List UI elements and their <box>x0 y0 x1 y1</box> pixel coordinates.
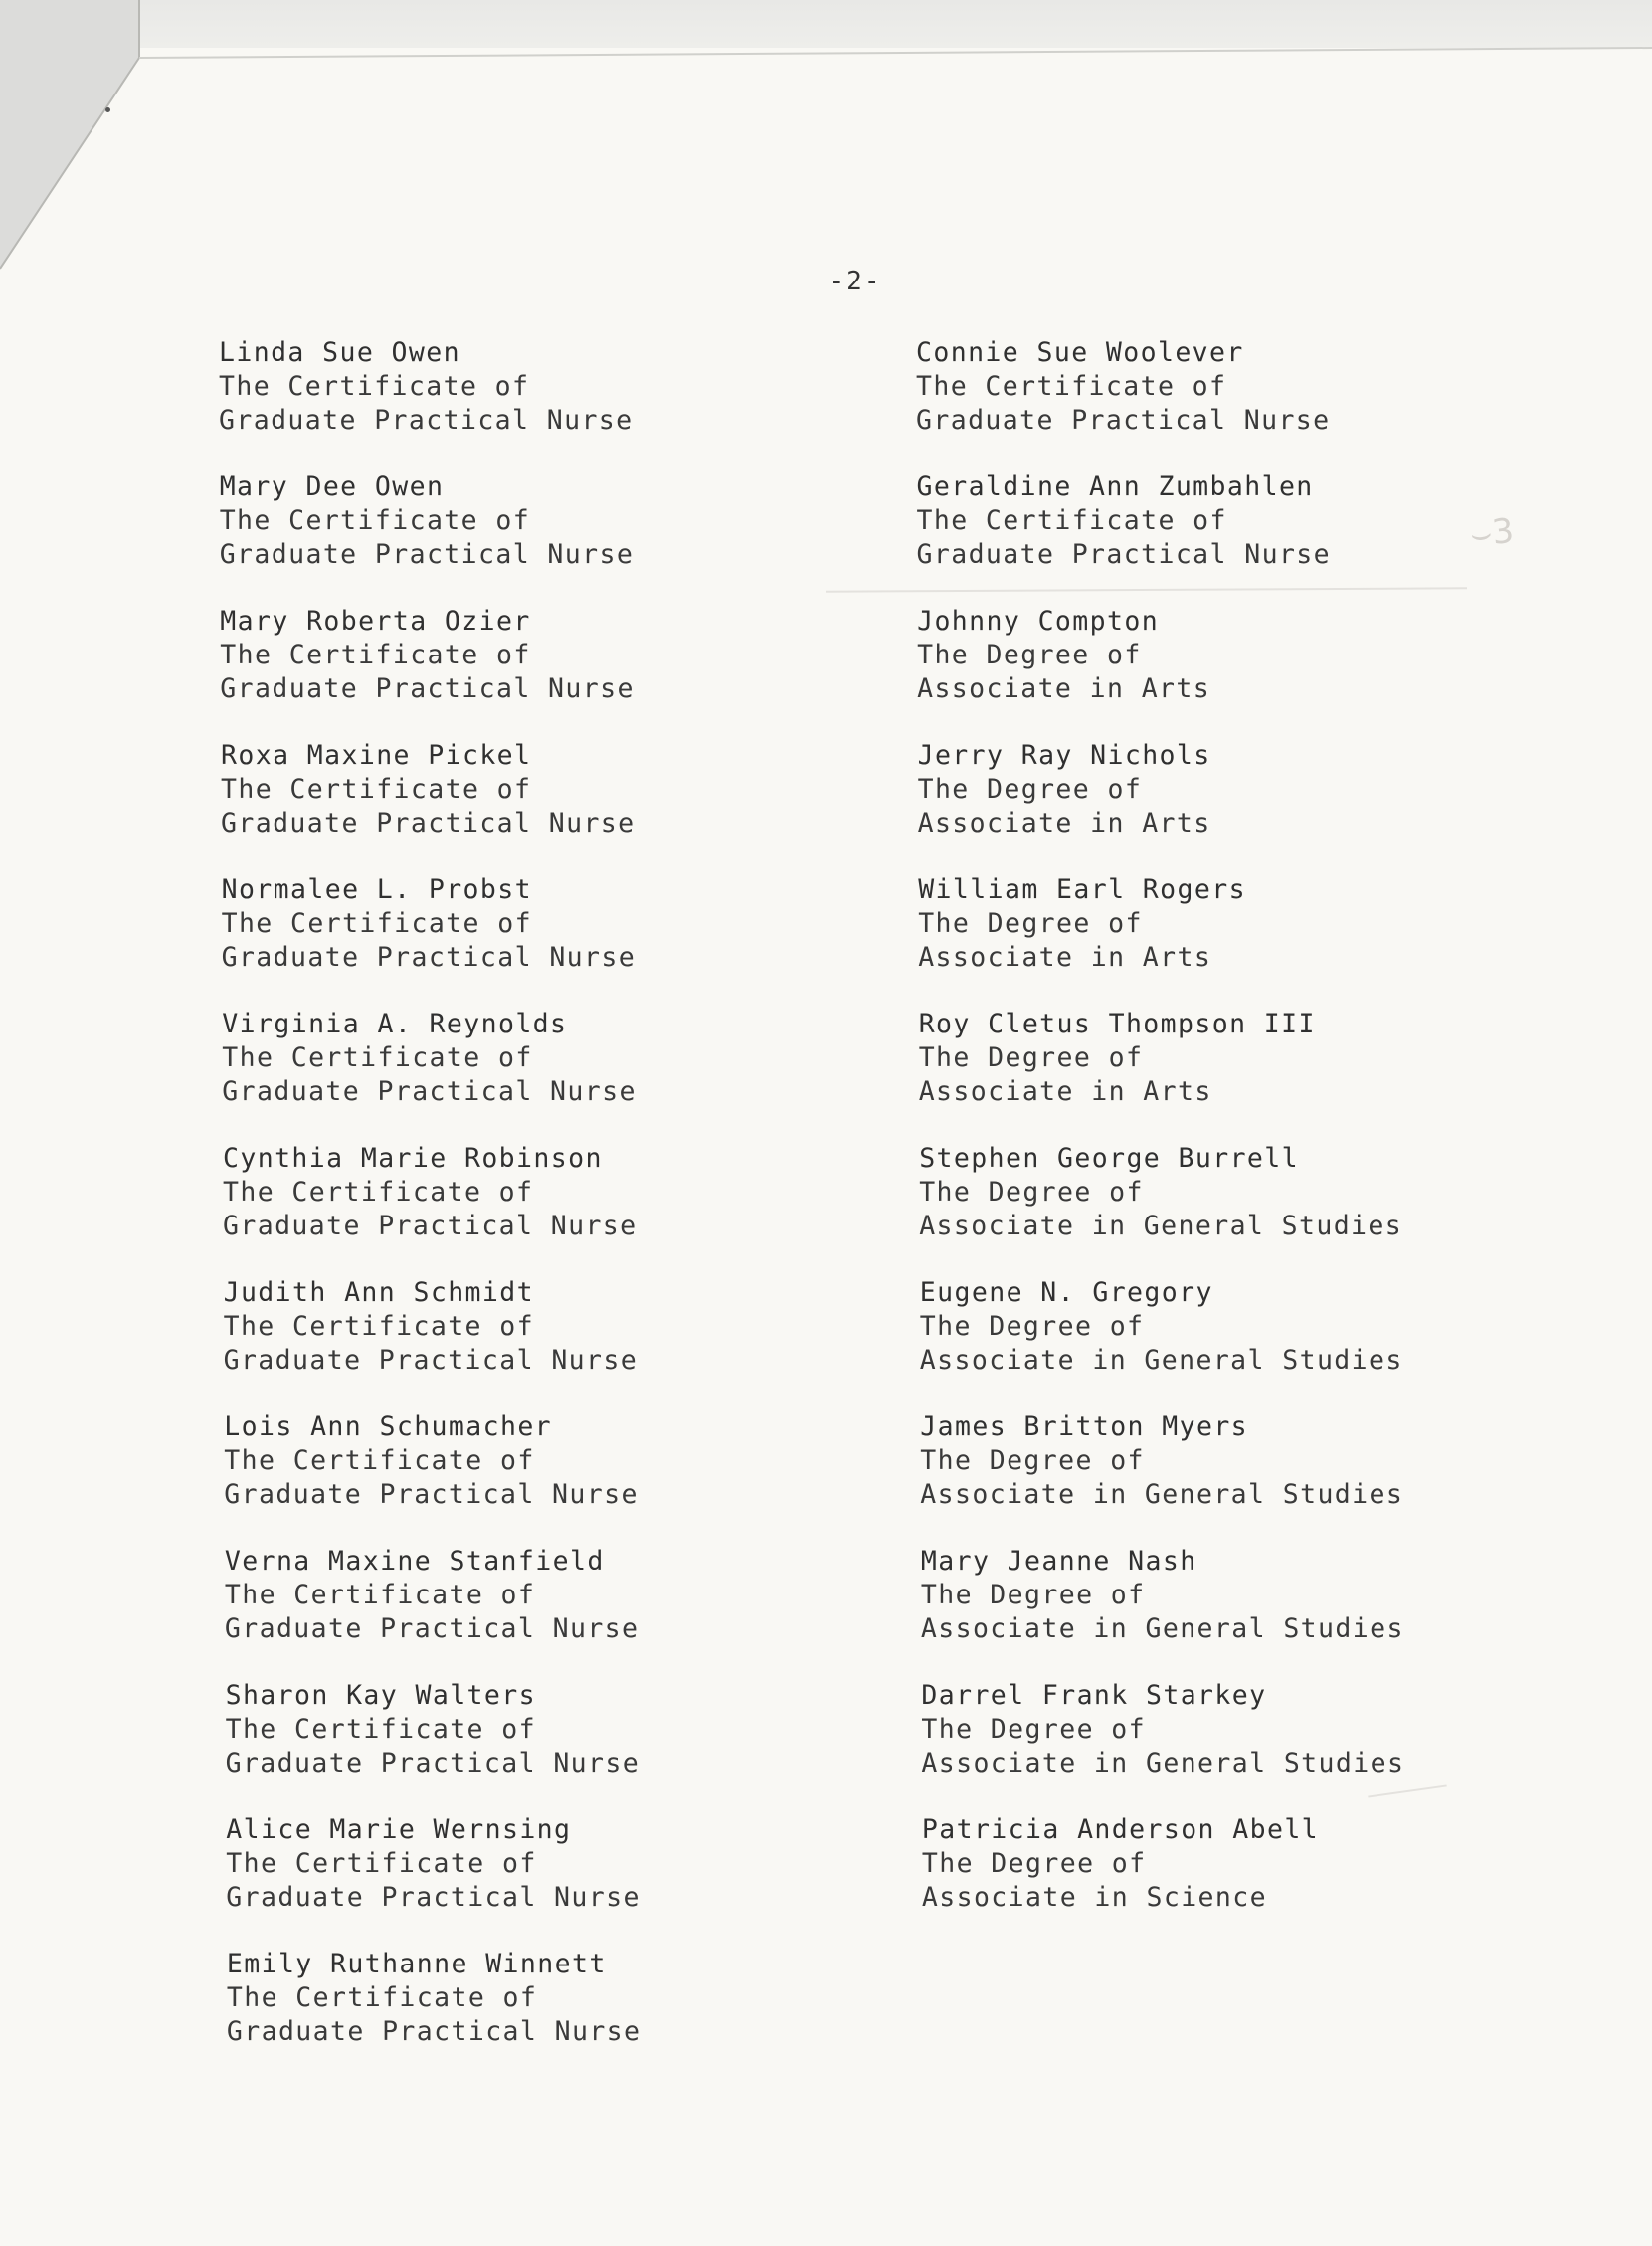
ink-speck <box>105 107 110 112</box>
graduate-name: Judith Ann Schmidt <box>223 1277 534 1308</box>
graduate-name: Roxa Maxine Pickel <box>221 740 532 771</box>
graduate-name: Linda Sue Owen <box>219 337 460 368</box>
award-title: Associate in Arts <box>917 673 1211 704</box>
graduate-entry <box>918 873 1404 1008</box>
graduate-name: Geraldine Ann Zumbahlen <box>916 471 1314 502</box>
award-title: Graduate Practical Nurse <box>226 1882 641 1913</box>
graduate-name: Mary Dee Owen <box>219 471 445 502</box>
graduate-name: Lois Ann Schumacher <box>224 1411 553 1442</box>
graduate-name: Sharon Kay Walters <box>225 1680 536 1711</box>
graduate-entry <box>220 605 641 739</box>
award-title: Associate in General Studies <box>920 1613 1404 1644</box>
graduate-name: Johnny Compton <box>917 606 1160 637</box>
award-title: Graduate Practical Nurse <box>219 405 634 436</box>
award-type: The Certificate of <box>221 908 532 939</box>
award-title: Associate in General Studies <box>921 1748 1405 1778</box>
graduate-name: Normalee L. Probst <box>221 874 532 905</box>
graduate-name: James Britton Myers <box>920 1411 1249 1442</box>
graduate-name: Virginia A. Reynolds <box>222 1009 568 1039</box>
graduate-entry <box>916 336 1404 470</box>
graduate-entry <box>225 1545 642 1679</box>
award-type: The Certificate of <box>219 371 530 402</box>
graduate-name: Patricia Anderson Abell <box>921 1814 1320 1845</box>
award-type: The Certificate of <box>222 1042 533 1073</box>
award-type: The Certificate of <box>224 1580 536 1610</box>
graduate-name: Mary Roberta Ozier <box>220 606 531 637</box>
graduate-entry <box>224 1276 642 1410</box>
graduate-entry <box>220 470 642 605</box>
award-type: The Certificate of <box>916 505 1227 536</box>
award-type: The Degree of <box>918 1042 1144 1073</box>
award-type: The Degree of <box>917 774 1143 805</box>
graduate-entry <box>222 1008 641 1142</box>
graduate-name: Alice Marie Wernsing <box>226 1814 572 1845</box>
left-column <box>219 336 641 2082</box>
graduate-name: Eugene N. Gregory <box>919 1277 1213 1308</box>
graduate-entry <box>223 1142 641 1276</box>
award-title: Associate in General Studies <box>919 1345 1403 1376</box>
award-title: Graduate Practical Nurse <box>221 942 637 973</box>
graduate-entry <box>222 873 642 1008</box>
graduate-name: Stephen George Burrell <box>919 1143 1299 1174</box>
graduate-name: Emily Ruthanne Winnett <box>226 1949 607 1979</box>
graduate-entry <box>917 470 1405 605</box>
award-title: Graduate Practical Nurse <box>221 808 636 839</box>
award-type: The Certificate of <box>223 1311 534 1342</box>
award-type: The Certificate of <box>223 1177 534 1208</box>
award-type: The Certificate of <box>219 505 531 536</box>
graduate-name: Connie Sue Woolever <box>916 337 1244 368</box>
graduate-entry <box>921 1679 1404 1813</box>
graduate-entry <box>922 1813 1404 1948</box>
award-title: Graduate Practical Nurse <box>224 1479 639 1510</box>
award-type: The Certificate of <box>224 1445 535 1476</box>
award-title: Associate in General Studies <box>919 1211 1403 1241</box>
award-title: Graduate Practical Nurse <box>223 1211 638 1241</box>
graduate-entry <box>226 1813 641 1948</box>
award-type: The Degree of <box>921 1848 1147 1879</box>
graduate-entry <box>226 1679 642 1813</box>
award-title: Associate in Arts <box>918 1076 1212 1107</box>
award-type: The Certificate of <box>226 1982 538 2013</box>
award-title: Associate in General Studies <box>920 1479 1404 1510</box>
award-type: The Degree of <box>921 1714 1146 1745</box>
graduate-entry <box>221 739 641 873</box>
award-title: Graduate Practical Nurse <box>916 405 1331 436</box>
graduate-name: Mary Jeanne Nash <box>920 1546 1197 1577</box>
graduate-entry <box>920 1276 1405 1410</box>
graduate-entry <box>918 739 1405 873</box>
graduate-entry <box>227 1948 642 2082</box>
graduate-entry <box>919 1008 1405 1142</box>
graduate-entry <box>917 605 1404 739</box>
award-type: The Certificate of <box>225 1714 536 1745</box>
graduate-entry <box>921 1545 1404 1679</box>
award-type: The Certificate of <box>916 371 1227 402</box>
award-title: Graduate Practical Nurse <box>225 1748 641 1778</box>
award-title: Associate in Arts <box>918 942 1212 973</box>
graduate-entry <box>920 1410 1404 1545</box>
award-type: The Degree of <box>919 1177 1144 1208</box>
graduate-entry <box>219 336 641 470</box>
scan-top-band <box>0 0 1652 48</box>
award-title: Graduate Practical Nurse <box>220 673 635 704</box>
pencil-mark: ⌣3 <box>1468 510 1516 556</box>
award-title: Graduate Practical Nurse <box>222 1076 637 1107</box>
graduate-name: Jerry Ray Nichols <box>917 740 1211 771</box>
award-title: Graduate Practical Nurse <box>219 539 635 570</box>
award-title: Graduate Practical Nurse <box>916 539 1332 570</box>
graduate-name: Darrel Frank Starkey <box>921 1680 1267 1711</box>
award-type: The Certificate of <box>226 1848 537 1879</box>
award-type: The Degree of <box>918 908 1143 939</box>
award-title: Graduate Practical Nurse <box>223 1345 639 1376</box>
award-type: The Certificate of <box>221 774 532 805</box>
award-type: The Certificate of <box>220 640 531 670</box>
graduate-name: Verna Maxine Stanfield <box>224 1546 605 1577</box>
graduate-name: Cynthia Marie Robinson <box>223 1143 603 1174</box>
award-type: The Degree of <box>919 1311 1145 1342</box>
award-title: Associate in Arts <box>917 808 1211 839</box>
award-type: The Degree of <box>920 1445 1145 1476</box>
graduate-entry <box>919 1142 1404 1276</box>
award-type: The Degree of <box>920 1580 1146 1610</box>
award-type: The Degree of <box>917 640 1142 670</box>
graduate-entry <box>224 1410 641 1545</box>
award-title: Graduate Practical Nurse <box>224 1613 640 1644</box>
right-column <box>916 336 1404 1948</box>
graduate-name: William Earl Rogers <box>918 874 1246 905</box>
graduate-name: Roy Cletus Thompson III <box>918 1009 1316 1039</box>
award-title: Associate in Science <box>921 1882 1267 1913</box>
page-number: -2- <box>828 267 882 296</box>
award-title: Graduate Practical Nurse <box>226 2016 642 2047</box>
